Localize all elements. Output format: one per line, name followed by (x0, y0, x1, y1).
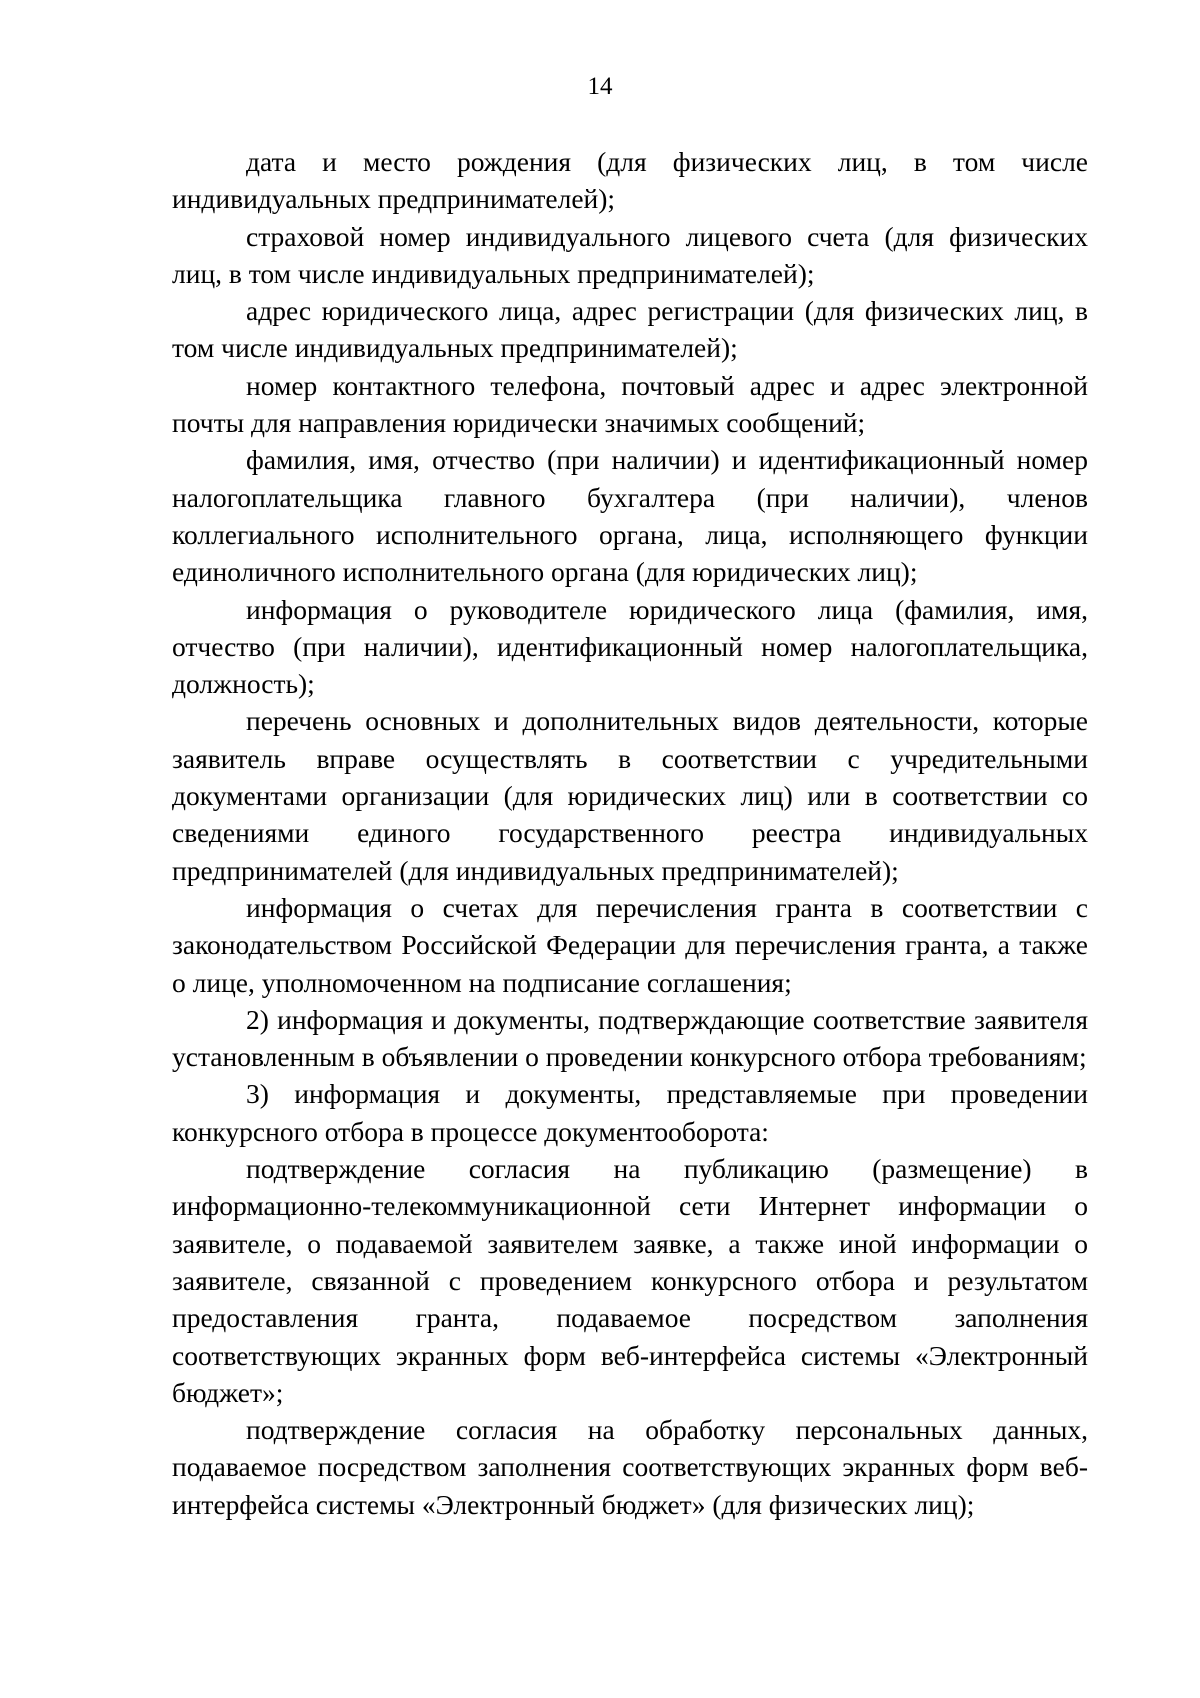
paragraph: 2) информация и документы, подтверждающие соответствие заявителя установленным в объявлении о проведении конкурсного отбора требованиям; (172, 1003, 1088, 1073)
paragraph: дата и место рождения (для физических лиц, в том числе индивидуальных предпринимателей); (172, 146, 1088, 215)
paragraph: номер контактного телефона, почтовый адрес и адрес электронной почты для направления юридически значимых сообщений; (172, 369, 1088, 439)
paragraph: адрес юридического лица, адрес регистрации (для физических лиц, в том числе индивидуальных предпринимателей); (172, 295, 1088, 364)
page-number: 14 (587, 73, 613, 100)
paragraph: фамилия, имя, отчество (при наличии) и идентификационный номер налогоплательщика главного бухгалтера (при наличии), членов коллегиального исполнительного органа, лица, исполняющего функции единоличного исполнительного органа (для юридических лиц); (172, 444, 1088, 588)
paragraph: 3) информация и документы, представляемые при проведении конкурсного отбора в процессе документооборота: (172, 1078, 1088, 1147)
paragraph: информация о руководителе юридического лица (фамилия, имя, отчество (при наличии), идентификационный номер налогоплательщика, должность); (172, 593, 1088, 700)
document-body (172, 143, 1088, 1523)
paragraph: подтверждение согласия на обработку персональных данных, подаваемое посредством заполнения соответствующих экранных форм веб-интерфейса системы «Электронный бюджет» (для физических лиц); (172, 1414, 1088, 1520)
paragraph: информация о счетах для перечисления гранта в соответствии с законодательством Российской Федерации для перечисления гранта, а также о лице, уполномоченном на подписание соглашения; (172, 891, 1088, 998)
paragraph: страховой номер индивидуального лицевого счета (для физических лиц, в том числе индивидуальных предпринимателей); (172, 220, 1088, 289)
paragraph: перечень основных и дополнительных видов деятельности, которые заявитель вправе осуществлять в соответствии с учредительными документами организации (для юридических лиц) или в соответствии со сведениями единого государственного реестра индивидуальных предпринимателей (для индивидуальных предпринимателей); (172, 705, 1088, 886)
paragraph: подтверждение согласия на публикацию (размещение) в информационно-телекоммуникационной сети Интернет информации о заявителе, о подаваемой заявителем заявке, а также иной информации о заявителе, связанной с проведением конкурсного отбора и результатом предоставления гранта, подаваемое посредством заполнения соответствующих экранных форм веб-интерфейса системы «Электронный бюджет»; (172, 1153, 1088, 1408)
